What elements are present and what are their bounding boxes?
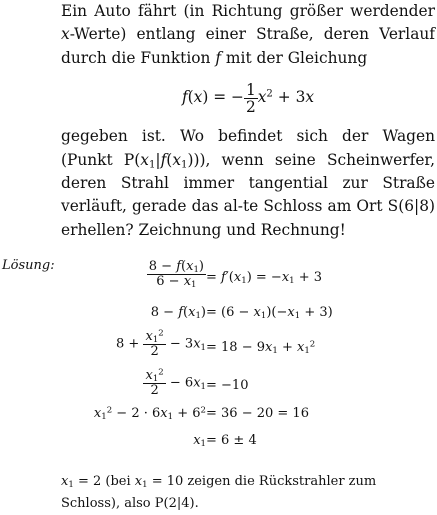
problem-question: gegeben ist. Wo befindet sich der Wagen (Punkt $P(x_1|f(x_1))$), wenn seine Scheinwerfer, deren Strahl immer tangential zur Straße verläuft, gerade das al-te Schloss am Ort S(6|8) erhellen? Zeichnung und Rechnung! bbox=[61, 127, 435, 239]
step-3-lhs: 8 + $\frac{x_1^2}{2}$ − $3x_1$ bbox=[116, 328, 206, 359]
function-equation: f(x) = − $\frac{1}{2}$ $x^2 + 3x$ bbox=[181, 80, 315, 116]
step-6-rhs: = 6 ± 4 bbox=[206, 433, 257, 448]
step-1-rhs: = $f'(x_1) = -x_1 + 3$ bbox=[206, 270, 323, 287]
problem-intro: Ein Auto fährt (in Richtung größer werdender x-Werte) entlang einer Straße, deren Verlauf durch die Funktion f mit der Gleichung bbox=[61, 2, 435, 67]
step-3-rhs: = $18 - 9x_1 + x_1^2$ bbox=[206, 339, 316, 357]
step-4-rhs: = −10 bbox=[206, 378, 249, 393]
step-6-lhs: $x_1$ bbox=[193, 433, 206, 450]
step-2-rhs: = $(6 - x_1)(-x_1 + 3)$ bbox=[206, 305, 333, 322]
step-5-rhs: = 36 − 20 = 16 bbox=[206, 406, 309, 421]
step-5-lhs: $x_1^2 - 2 \cdot 6x_1 + 6^2$ bbox=[93, 405, 206, 423]
step-2-lhs: $8 - f(x_1)$ bbox=[150, 305, 206, 322]
solution-label: Lösung: bbox=[2, 258, 55, 273]
step-4-lhs: $\frac{x_1^2}{2}$ − $6x_1$ bbox=[145, 367, 206, 398]
solution-answer: $x_1 = 2$ (bei $x_1 = 10$ zeigen die Rückstrahler zum Schloss), also P(2|4). bbox=[61, 474, 377, 511]
step-1-lhs: $\frac{8 - f(x_1)}{6 - x_1}$ bbox=[148, 259, 204, 290]
problem-text bbox=[61, 0, 435, 242]
